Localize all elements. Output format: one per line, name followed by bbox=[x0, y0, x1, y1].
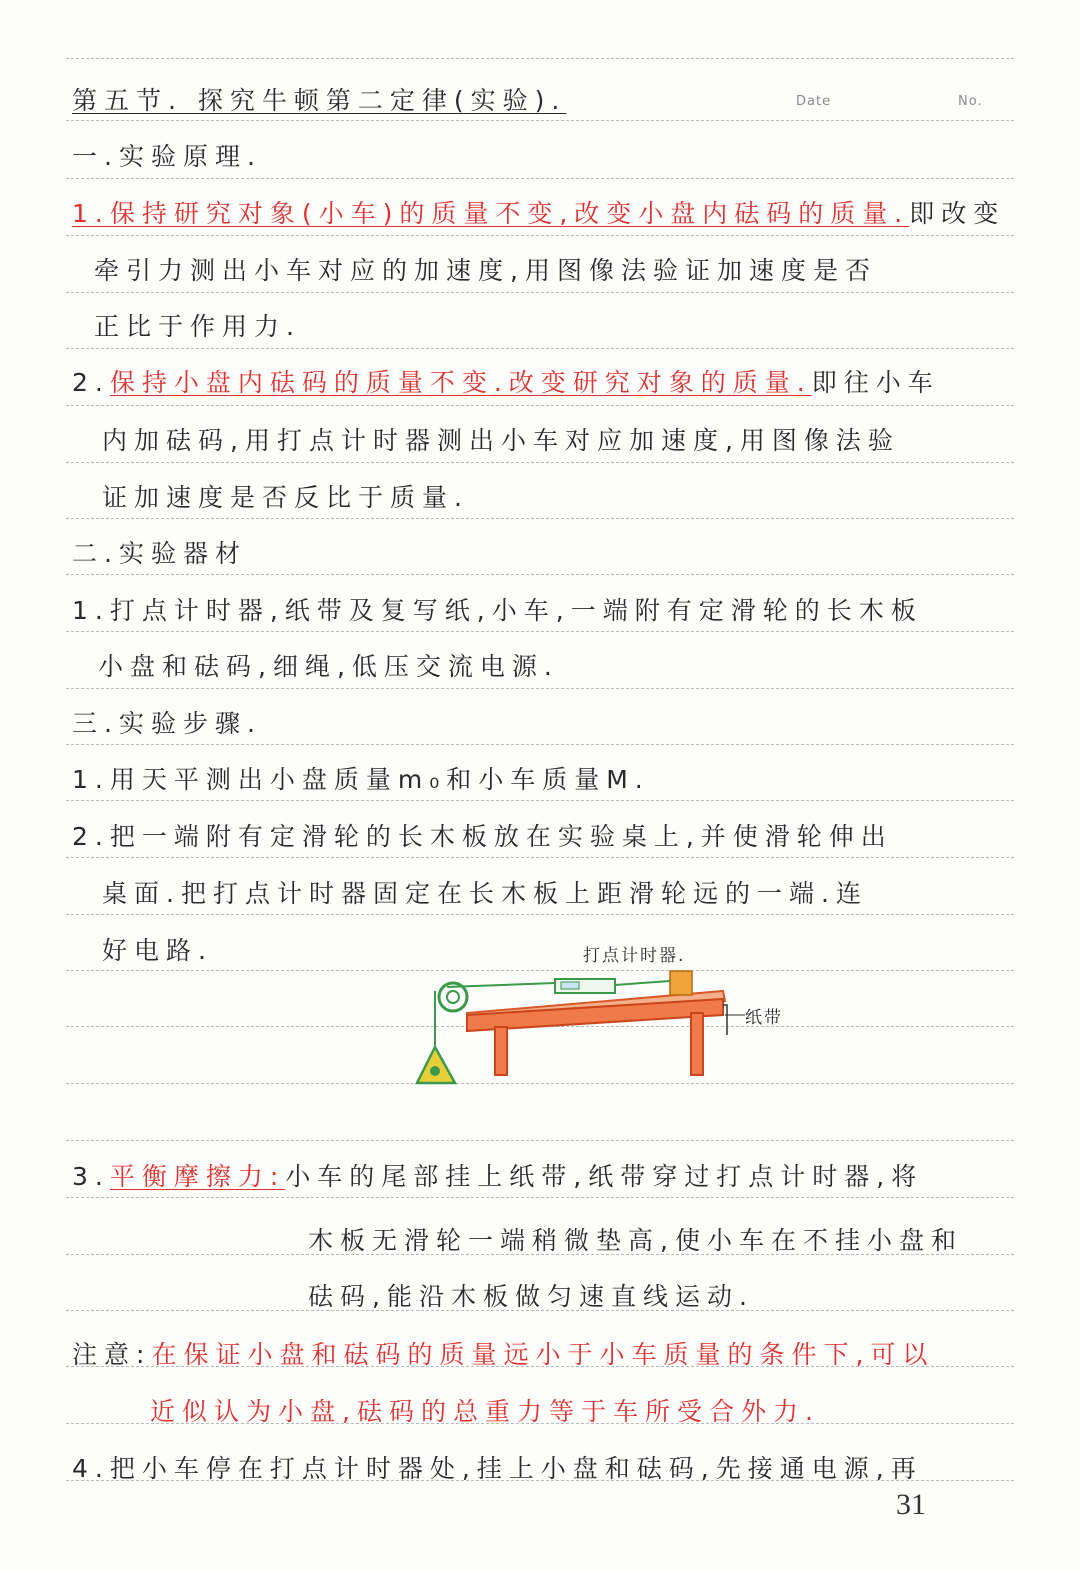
equipment-line-2: 小盘和砝码,细绳,低压交流电源. bbox=[98, 652, 559, 681]
date-label: Date bbox=[796, 94, 832, 109]
ruled-line bbox=[66, 178, 1014, 179]
principle-1-line-2: 牵引力测出小车对应的加速度,用图像法验证加速度是否 bbox=[94, 256, 877, 285]
note-red-text: 在保证小盘和砝码的质量远小于小车质量的条件下,可以 bbox=[151, 1340, 935, 1369]
table-leg bbox=[495, 1027, 507, 1075]
page-number: 31 bbox=[896, 1488, 926, 1521]
principle-2-number: 2. bbox=[72, 368, 110, 397]
note-line-1 bbox=[72, 1338, 1018, 1372]
note-line-2: 近似认为小盘,砝码的总重力等于车所受合外力. bbox=[150, 1397, 820, 1426]
pulley-hub bbox=[447, 991, 459, 1003]
step-3-number: 3. bbox=[72, 1162, 110, 1191]
equipment-line-1: 1.打点计时器,纸带及复写纸,小车,一端附有定滑轮的长木板 bbox=[72, 596, 923, 625]
ruled-line bbox=[66, 292, 1014, 293]
heading-steps: 三.实验步骤. bbox=[72, 709, 262, 738]
principle-2-line-2: 内加砝码,用打点计时器测出小车对应加速度,用图像法验 bbox=[102, 426, 900, 455]
heading-principle: 一.实验原理. bbox=[72, 142, 262, 171]
ruled-line bbox=[66, 235, 1014, 236]
step-3-line-1 bbox=[72, 1160, 1018, 1194]
apparatus-diagram bbox=[405, 935, 825, 1095]
principle-2-line-1 bbox=[72, 366, 1018, 400]
step-2-line-3: 好电路. bbox=[102, 936, 213, 965]
step-2-line-2: 桌面.把打点计时器固定在长木板上距滑轮远的一端.连 bbox=[102, 879, 868, 908]
principle-2-tail: 即往小车 bbox=[811, 368, 940, 397]
weight-pan bbox=[417, 1047, 455, 1083]
ruled-line bbox=[66, 800, 1014, 801]
timer-label: 打点计时器. bbox=[583, 946, 686, 966]
ruled-line bbox=[66, 348, 1014, 349]
heading-equipment: 二.实验器材 bbox=[72, 539, 247, 568]
step-3-red-label: 平衡摩擦力: bbox=[109, 1162, 286, 1191]
ruled-line bbox=[66, 688, 1014, 689]
step-3-tail: 小车的尾部挂上纸带,纸带穿过打点计时器,将 bbox=[285, 1162, 924, 1191]
weight bbox=[430, 1066, 440, 1076]
ruled-line bbox=[66, 744, 1014, 745]
ruled-line bbox=[66, 58, 1014, 59]
ruled-line bbox=[66, 1197, 1014, 1198]
principle-1-line-1 bbox=[72, 197, 1018, 231]
ruled-line bbox=[66, 574, 1014, 575]
note-label: 注意: bbox=[72, 1340, 152, 1369]
no-label: No. bbox=[958, 94, 983, 109]
section-title: 第五节. 探究牛顿第二定律(实验). bbox=[72, 86, 567, 115]
ruled-line bbox=[66, 631, 1014, 632]
ruled-line bbox=[66, 405, 1014, 406]
ruled-line bbox=[66, 914, 1014, 915]
principle-2-red-text: 保持小盘内砝码的质量不变.改变研究对象的质量. bbox=[109, 368, 812, 397]
principle-2-line-3: 证加速度是否反比于质量. bbox=[102, 483, 469, 512]
principle-1-tail: 即改变 bbox=[909, 199, 1006, 228]
string bbox=[615, 981, 670, 985]
table-leg bbox=[691, 1013, 703, 1075]
step-3-line-3: 砝码,能沿木板做匀速直线运动. bbox=[308, 1282, 754, 1311]
ruled-line bbox=[66, 120, 1014, 121]
step-1: 1.用天平测出小盘质量m₀和小车质量M. bbox=[72, 765, 650, 794]
principle-1-red-text: 1.保持研究对象(小车)的质量不变,改变小盘内砝码的质量. bbox=[72, 199, 910, 228]
ruled-line bbox=[66, 462, 1014, 463]
step-4-line-1: 4.把小车停在打点计时器处,挂上小盘和砝码,先接通电源,再 bbox=[72, 1454, 923, 1483]
step-2-line-1: 2.把一端附有定滑轮的长木板放在实验桌上,并使滑轮伸出 bbox=[72, 822, 893, 851]
ruled-line bbox=[66, 518, 1014, 519]
cart-window bbox=[561, 982, 579, 989]
ruled-line bbox=[66, 1140, 1014, 1141]
tape-label: 纸带 bbox=[745, 1008, 783, 1028]
ruled-line bbox=[66, 857, 1014, 858]
principle-1-line-3: 正比于作用力. bbox=[94, 312, 301, 341]
timer-block bbox=[670, 971, 692, 995]
step-3-line-2: 木板无滑轮一端稍微垫高,使小车在不挂小盘和 bbox=[308, 1226, 963, 1255]
